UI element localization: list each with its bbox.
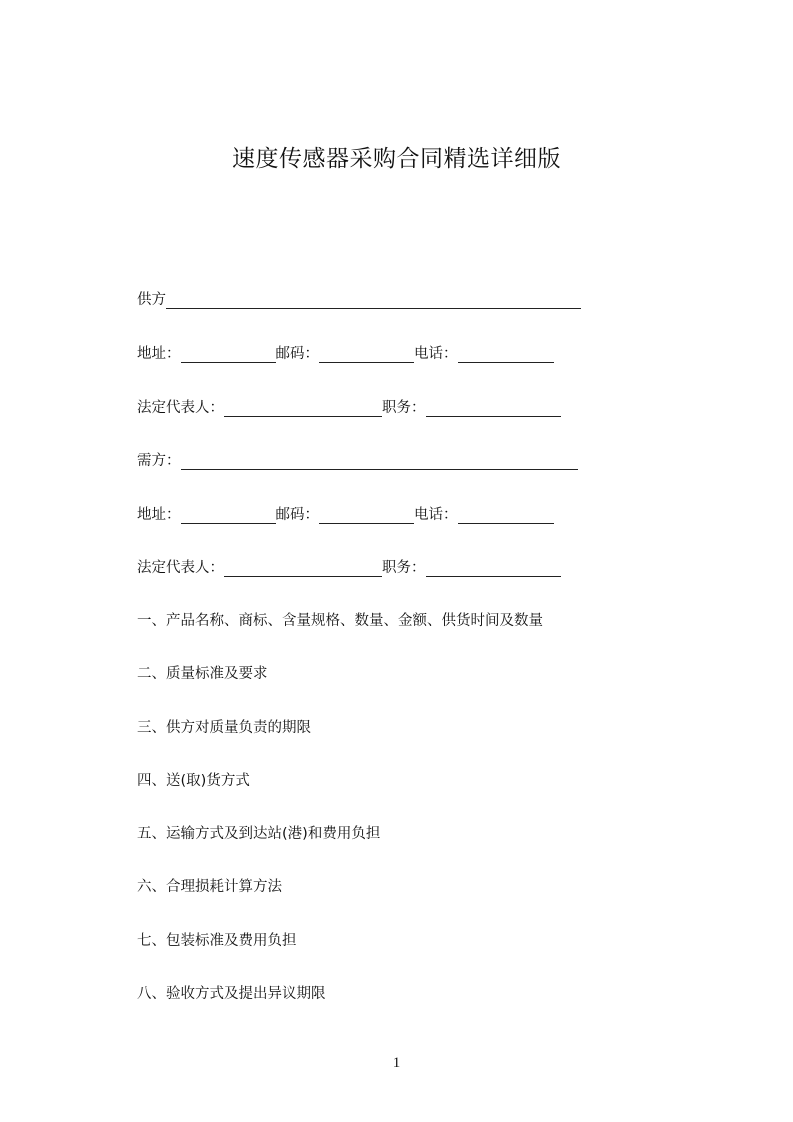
clause-item: 五、运输方式及到达站(港)和费用负担 <box>137 826 381 842</box>
supplier-contact-line <box>137 344 554 364</box>
buyer-name-field[interactable] <box>181 453 578 470</box>
buyer-postcode-field[interactable] <box>319 507 414 524</box>
buyer-rep-line <box>137 558 561 578</box>
buyer-label: 需方： <box>137 453 181 469</box>
buyer-contact-line <box>137 505 554 525</box>
supplier-address-label: 地址： <box>137 346 181 362</box>
clause-item: 一、产品名称、商标、含量规格、数量、金额、供货时间及数量 <box>137 613 543 629</box>
buyer-rep-label: 法定代表人： <box>137 560 224 576</box>
clause-item: 八、验收方式及提出异议期限 <box>137 986 326 1002</box>
supplier-rep-label: 法定代表人： <box>137 400 224 416</box>
buyer-address-label: 地址： <box>137 507 181 523</box>
supplier-label: 供方 <box>137 292 166 308</box>
supplier-address-field[interactable] <box>181 346 276 363</box>
document-title: 速度传感器采购合同精选详细版 <box>232 146 561 172</box>
clause-item: 二、质量标准及要求 <box>137 666 268 682</box>
buyer-position-label: 职务： <box>382 560 426 576</box>
supplier-position-field[interactable] <box>426 400 561 417</box>
clause-item: 三、供方对质量负责的期限 <box>137 720 311 736</box>
buyer-address-field[interactable] <box>181 507 276 524</box>
supplier-position-label: 职务： <box>382 400 426 416</box>
buyer-phone-field[interactable] <box>458 507 554 524</box>
clause-item: 六、合理损耗计算方法 <box>137 879 282 895</box>
page-number: 1 <box>392 1055 401 1071</box>
supplier-rep-line <box>137 398 561 418</box>
supplier-postcode-label: 邮码： <box>275 346 319 362</box>
supplier-phone-field[interactable] <box>458 346 554 363</box>
buyer-postcode-label: 邮码： <box>275 507 319 523</box>
supplier-rep-field[interactable] <box>224 400 382 417</box>
buyer-phone-label: 电话： <box>414 507 458 523</box>
clause-item: 七、包装标准及费用负担 <box>137 933 297 949</box>
clause-item: 四、送(取)货方式 <box>137 773 250 789</box>
supplier-postcode-field[interactable] <box>319 346 414 363</box>
buyer-line <box>137 451 578 471</box>
supplier-phone-label: 电话： <box>414 346 458 362</box>
buyer-rep-field[interactable] <box>224 560 382 577</box>
supplier-line <box>137 290 581 310</box>
supplier-name-field[interactable] <box>166 292 581 309</box>
buyer-position-field[interactable] <box>426 560 561 577</box>
